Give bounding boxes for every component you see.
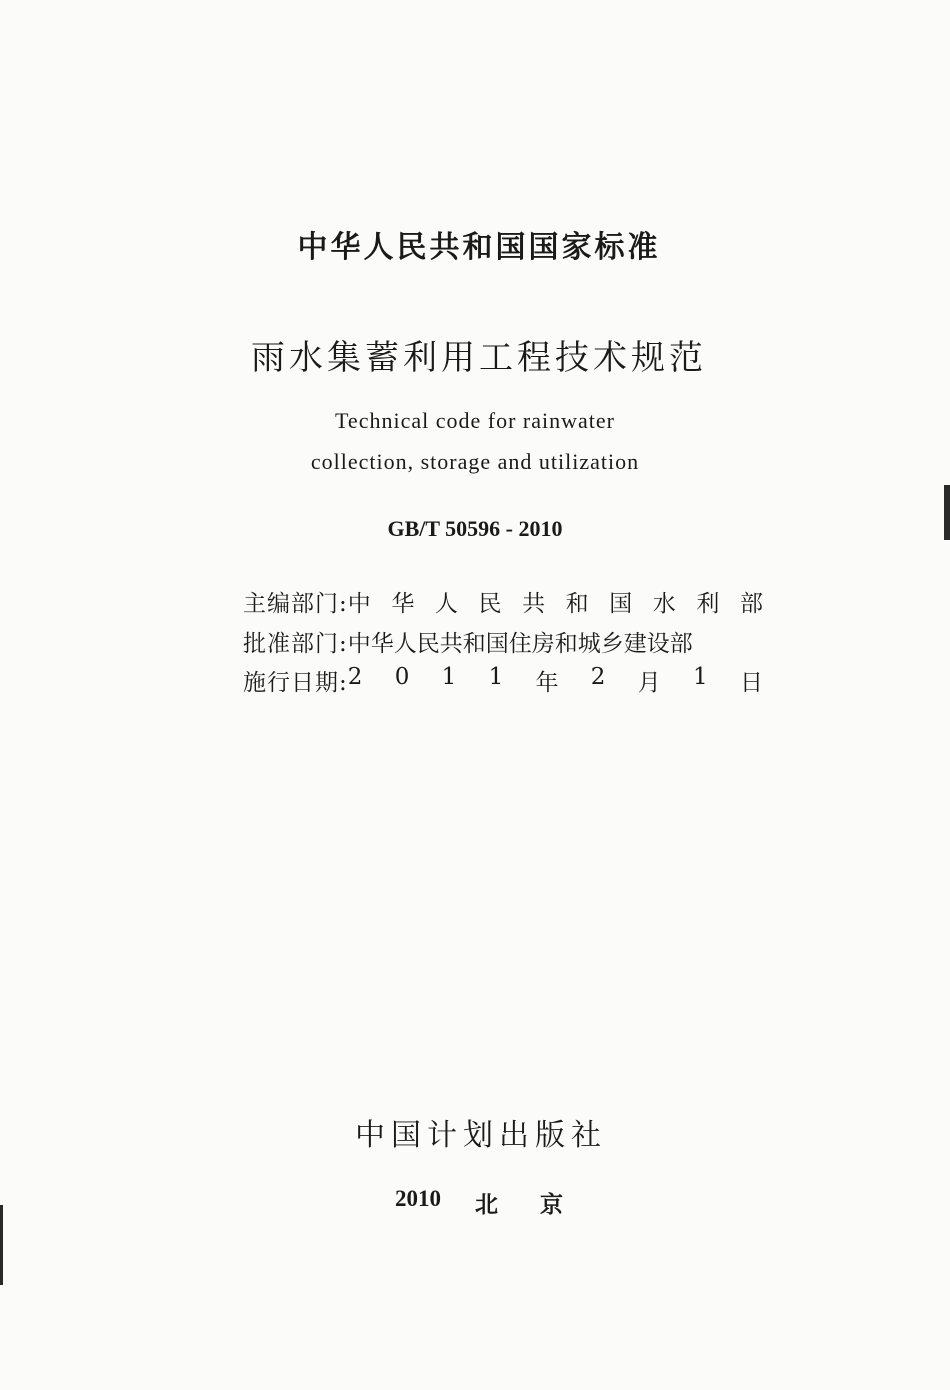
scan-edge-mark bbox=[944, 485, 950, 540]
approval-row bbox=[243, 625, 763, 658]
publisher-name: 中国计划出版社 bbox=[355, 1118, 607, 1153]
approval-value: 中华人民共和国住房和城乡建设部 bbox=[347, 631, 693, 657]
chief-editor-char: 共 bbox=[522, 591, 546, 617]
chief-editor-char: 水 bbox=[652, 591, 676, 617]
title-chinese: 雨水集蓄利用工程技术规范 bbox=[251, 338, 707, 378]
chief-editor-label: 主编部门: bbox=[243, 591, 348, 617]
effective-date-char: 1 bbox=[488, 664, 504, 690]
chief-editor-row bbox=[243, 585, 763, 618]
effective-date-char: 2 bbox=[590, 664, 606, 690]
chief-editor-value bbox=[348, 585, 763, 618]
publication-city-char: 京 bbox=[540, 1192, 563, 1217]
approval-label: 批准部门: bbox=[243, 631, 348, 657]
title-english-line-2: collection, storage and utilization bbox=[310, 449, 640, 474]
chief-editor-char: 人 bbox=[434, 591, 458, 617]
publication-year: 2010 bbox=[395, 1186, 441, 1211]
effective-date-row bbox=[243, 664, 763, 697]
effective-date-char: 日 bbox=[739, 670, 763, 696]
chief-editor-char: 和 bbox=[565, 591, 589, 617]
chief-editor-char: 中 bbox=[347, 591, 371, 617]
chief-editor-char: 国 bbox=[609, 591, 633, 617]
chief-editor-char: 华 bbox=[391, 591, 415, 617]
effective-date-value bbox=[348, 664, 763, 697]
chief-editor-char: 部 bbox=[739, 591, 763, 617]
standard-number: GB/T 50596 - 2010 bbox=[387, 516, 563, 541]
title-english-line-1: Technical code for rainwater bbox=[335, 408, 615, 433]
effective-date-char: 0 bbox=[394, 664, 410, 690]
effective-date-char: 2 bbox=[347, 664, 363, 690]
effective-date-char: 1 bbox=[693, 664, 708, 690]
effective-date-char: 月 bbox=[637, 670, 661, 696]
publication-city-char: 北 bbox=[475, 1192, 498, 1217]
effective-date-char: 1 bbox=[441, 664, 457, 690]
national-standard-heading: 中华人民共和国国家标准 bbox=[297, 230, 661, 265]
chief-editor-char: 利 bbox=[696, 591, 720, 617]
publication-city bbox=[475, 1186, 563, 1219]
effective-date-char: 年 bbox=[535, 670, 559, 696]
publication-place bbox=[4, 1186, 950, 1219]
effective-date-label: 施行日期: bbox=[243, 670, 348, 696]
scan-edge-mark bbox=[0, 1205, 3, 1285]
chief-editor-char: 民 bbox=[478, 591, 502, 617]
